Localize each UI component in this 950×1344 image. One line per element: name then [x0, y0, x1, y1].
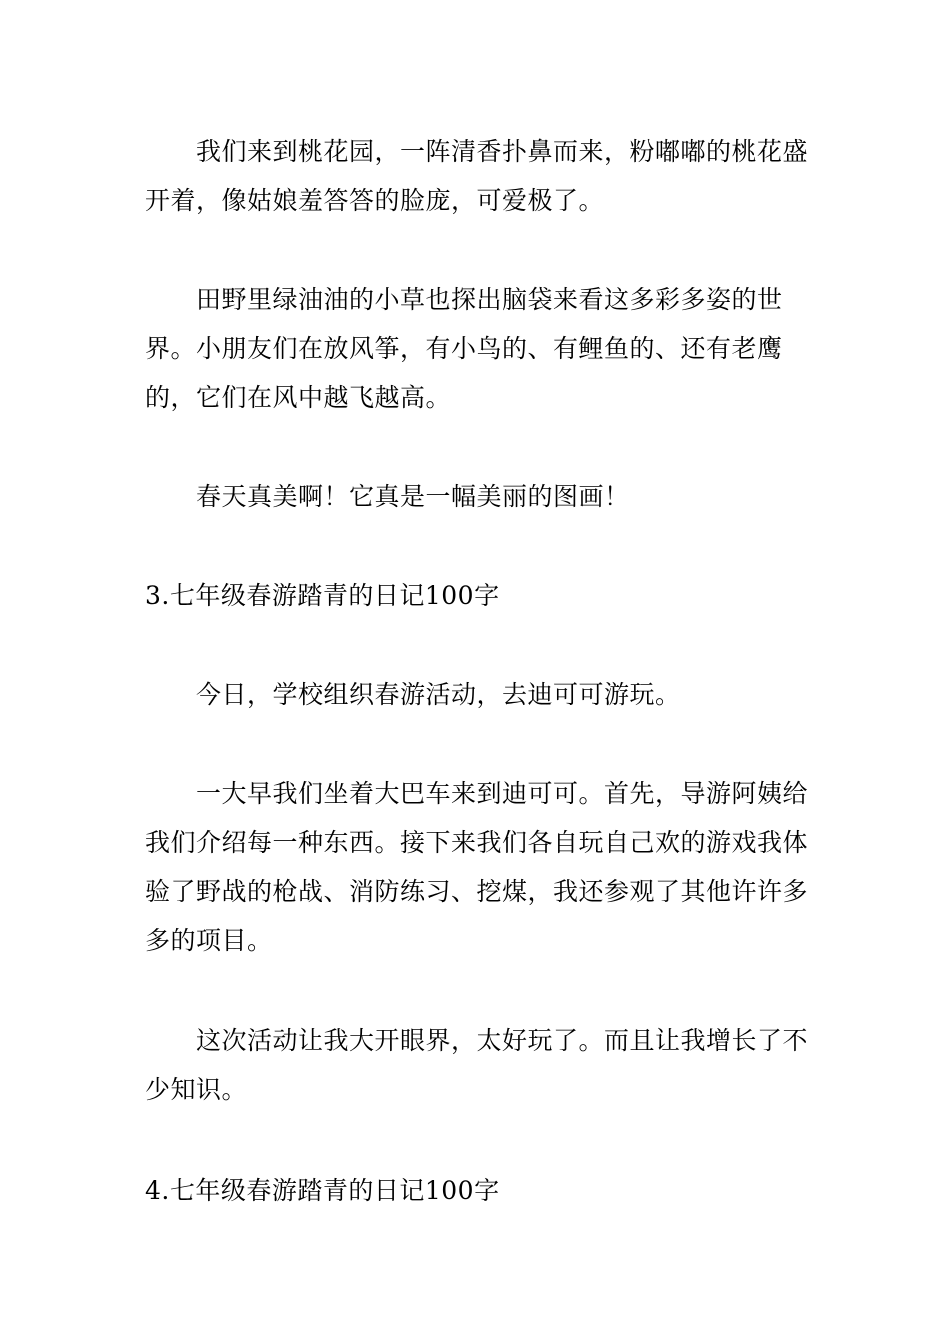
paragraph-spring-beautiful: 春天真美啊！它真是一幅美丽的图画！: [196, 482, 630, 511]
paragraph-fields-kites: 田野里绿油油的小草也探出脑袋来看这多彩多姿的世界。小朋友们在放风筝，有小鸟的、有鲤鱼的、还有老鹰的，它们在风中越飞越高。: [145, 285, 783, 412]
paragraph-peach-garden: 我们来到桃花园，一阵清香扑鼻而来，粉嘟嘟的桃花盛开着，像姑娘羞答答的脸庞，可爱极了。: [145, 137, 809, 215]
section-heading-3: 3.七年级春游踏青的日记100字: [145, 581, 500, 610]
section-heading-4: 4.七年级春游踏青的日记100字: [145, 1176, 500, 1205]
paragraph-eye-opening: 这次活动让我大开眼界，太好玩了。而且让我增长了不少知识。: [145, 1026, 809, 1104]
paragraph-bus-activities: 一大早我们坐着大巴车来到迪可可。首先，导游阿姨给我们介绍每一种东西。接下来我们各自玩自己欢的游戏我体验了野战的枪战、消防练习、挖煤，我还参观了其他许许多多的项目。: [145, 779, 809, 955]
paragraph-school-trip: 今日，学校组织春游活动，去迪可可游玩。: [196, 680, 681, 709]
